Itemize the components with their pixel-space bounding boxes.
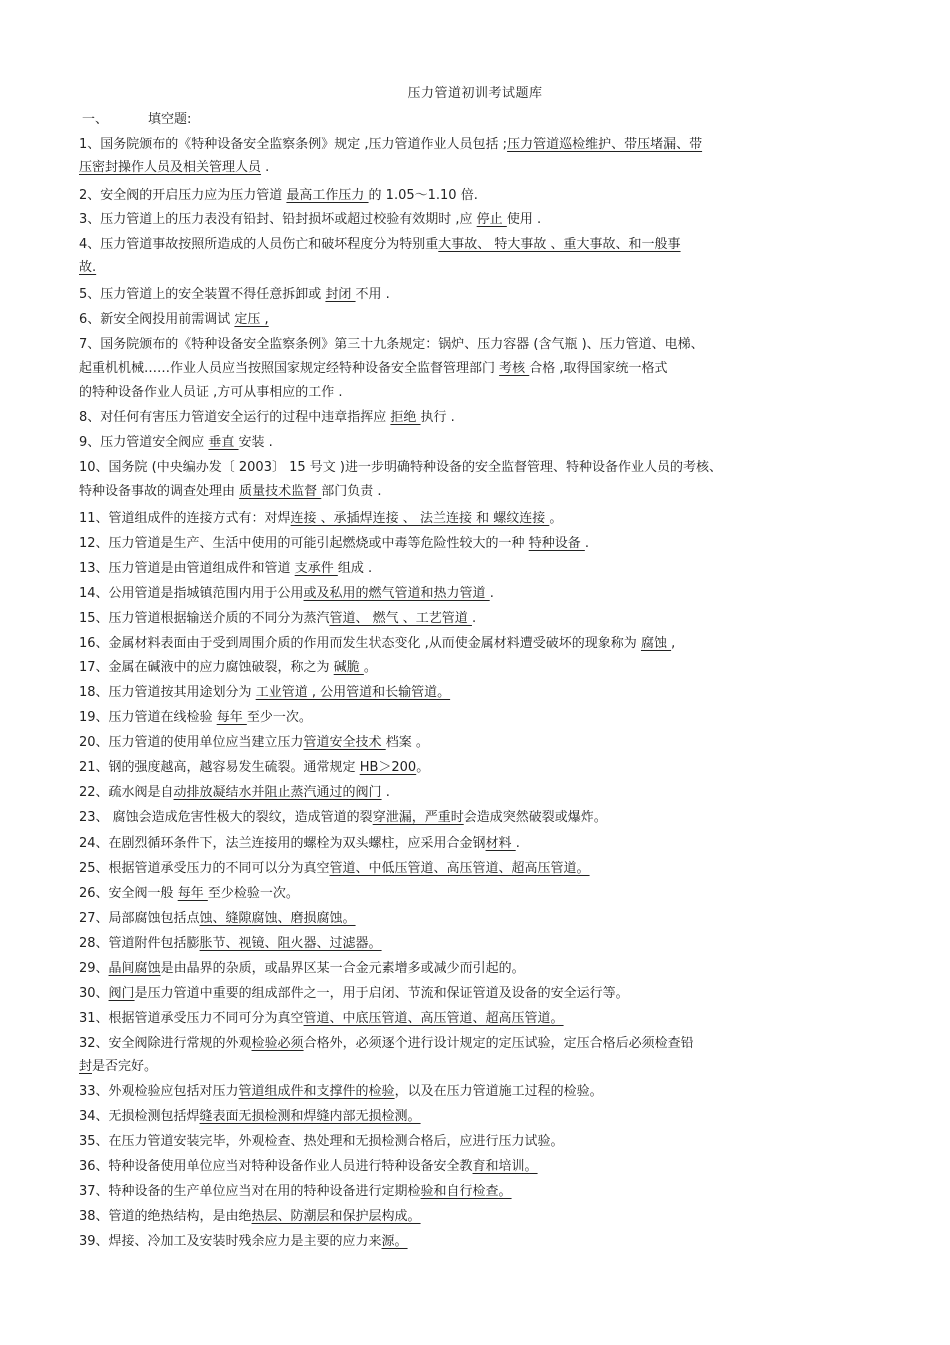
answer-blank: 穿泄漏，严重时 (372, 810, 464, 825)
question-text: 档案 。 (385, 735, 429, 750)
question-text: 1、国务院颁布的《特种设备安全监察条例》规定 ,压力管道作业人员包括 ; (79, 137, 508, 152)
question-text: 18、压力管道按其用途划分为 (79, 685, 256, 700)
question-text: 19、压力管道在线检验 (79, 710, 217, 725)
question-line (79, 381, 874, 404)
question-text: 21、钢的强度越高，越容易发生硫裂。通常规定 (79, 760, 360, 775)
question-line (79, 932, 874, 955)
answer-blank: 定压 , (234, 312, 269, 327)
question-text: 11、管道组成件的连接方式有：对焊 (79, 511, 291, 526)
question-text: 会造成突然破裂或爆炸。 (463, 810, 607, 825)
question-text: 22、疏水阀是自 (79, 785, 174, 800)
question-text: . (515, 836, 520, 851)
question-line (79, 907, 874, 930)
question-text: 组成 . (337, 561, 373, 576)
question-text: 。 (549, 511, 563, 526)
answer-blank: 支承件 (294, 561, 338, 576)
question-text: 的特种设备作业人员证 ,方可从事相应的工作 . (79, 385, 343, 400)
question-text: 2、安全阀的开启压力应为压力管道 (79, 188, 287, 203)
answer-blank: 材料 (485, 836, 516, 851)
question-text: 不用 . (355, 287, 390, 302)
question-text: 12、压力管道是生产、生活中使用的可能引起燃烧或中毒等危险性较大的一种 (79, 536, 529, 551)
question-line (79, 406, 874, 429)
question-text: 是否完好。 (92, 1059, 158, 1074)
question-text: 是压力管道中重要的组成部件之一，用于启闭、节流和保证管道及设备的安全运行等。 (134, 986, 629, 1001)
question-line (79, 957, 874, 980)
question-text: , (671, 636, 676, 651)
question-text: 执行 . (420, 410, 455, 425)
question-text: 32、安全阀除进行常规的外观 (79, 1036, 252, 1051)
answer-blank: 晶间腐蚀 (108, 961, 161, 976)
question-line (79, 456, 874, 479)
question-line (79, 857, 874, 880)
answer-blank: 质量技术监督 (239, 484, 322, 499)
question-text: 5、压力管道上的安全装置不得任意拆卸或 (79, 287, 326, 302)
answer-blank: 热层、防潮层和保护层构成。 (251, 1209, 421, 1224)
question-line (79, 731, 874, 754)
answer-blank: 拒绝 (390, 410, 421, 425)
question-line (79, 1105, 874, 1128)
question-text: . (471, 611, 477, 626)
question-text: 24、在剧烈循环条件下，法兰连接用的螺栓为双头螺柱，应采用合金钢 (79, 836, 486, 851)
question-text: 9、压力管道安全阀应 (79, 435, 209, 450)
section-heading (82, 108, 191, 127)
answer-blank: 蚀、缝隙腐蚀、磨损腐蚀。 (199, 911, 356, 926)
answer-blank: 考核 (499, 361, 530, 376)
question-line (79, 557, 874, 580)
question-text: . (381, 785, 390, 800)
document-title: 压力管道初训考试题库 (407, 86, 543, 101)
question-text: 36、特种设备使用单位应当对特种设备作业人员进行特种设备安全教 (79, 1159, 473, 1174)
question-line (79, 806, 874, 829)
question-text: 29、 (79, 961, 109, 976)
answer-blank: 管道、中低压管道、高压管道、超高压管道。 (329, 861, 590, 876)
answer-blank: 管道、中底压管道、高压管道、超高压管道。 (303, 1011, 564, 1026)
section-label: 填空题: (148, 112, 192, 127)
question-text: 安装 . (238, 435, 273, 450)
answer-blank: 缝表面无损检测和焊缝内部无损检测。 (199, 1109, 421, 1124)
question-text: 4、压力管道事故按照所造成的人员伤亡和破坏程度分为特别重 (79, 237, 439, 252)
question-text: 14、公用管道是指城镇范围内用于公用 (79, 586, 304, 601)
question-text: 37、特种设备的生产单位应当对在用的特种设备进行定期检 (79, 1184, 421, 1199)
question-line (79, 283, 874, 306)
question-line (79, 1205, 874, 1228)
section-number: 一、 (82, 112, 109, 127)
answer-blank: 连接 、承插焊连接 、 法兰连接 和 螺纹连接 (290, 511, 550, 526)
answer-blank: 大事故、 特大事故 、重大事故、和一般事 (438, 237, 681, 252)
answer-blank: 育和培训。 (472, 1159, 538, 1174)
question-text: 3、压力管道上的压力表没有铅封、铅封损坏或超过校验有效期时 ,应 (79, 212, 477, 227)
question-line (79, 308, 874, 331)
question-text: 25、根据管道承受压力的不同可以分为真空 (79, 861, 330, 876)
answer-blank: 最高工作压力 (286, 188, 369, 203)
answer-blank: 每年 (177, 886, 208, 901)
answer-blank: 或及私用的燃气管道和热力管道 (303, 586, 490, 601)
question-text: 部门负责 . (321, 484, 382, 499)
question-line (79, 480, 874, 503)
answer-blank: 故. (79, 260, 97, 275)
question-text: 26、安全阀一般 (79, 886, 178, 901)
question-text: 。 (363, 660, 377, 675)
question-line (79, 1007, 874, 1030)
question-text: 34、无损检测包括焊 (79, 1109, 200, 1124)
question-line (79, 133, 874, 156)
answer-blank: 压密封操作人员及相关管理人员 (79, 160, 262, 175)
question-line (79, 431, 874, 454)
question-text: 28、管道附件包括膨 (79, 936, 200, 951)
question-line (79, 1080, 874, 1103)
question-text: 15、压力管道根据输送介质的不同分为蒸汽 (79, 611, 330, 626)
question-line (79, 632, 874, 655)
question-line (79, 1130, 874, 1153)
question-text: . (584, 536, 589, 551)
question-line (79, 233, 874, 256)
question-text: 。 (416, 760, 430, 775)
question-text: 35、在压力管道安装完毕，外观检查、热处理和无损检测合格后，应进行压力试验。 (79, 1134, 564, 1149)
question-text: ，以及在压力管道施工过程的检验。 (394, 1084, 603, 1099)
question-text: 39、焊接、冷加工及安装时残余应力是主要的应力来 (79, 1234, 382, 1249)
answer-blank: 源。 (381, 1234, 408, 1249)
question-line (79, 1180, 874, 1203)
question-text: 的 1.05～1.10 倍. (368, 188, 478, 203)
question-text: 27、局部腐蚀包括点 (79, 911, 200, 926)
question-line (79, 706, 874, 729)
answer-blank: 碱脆 (333, 660, 364, 675)
question-text: 38、管道的绝热结构，是由绝 (79, 1209, 252, 1224)
question-text: 13、压力管道是由管道组成件和管道 (79, 561, 295, 576)
question-text: 6、新安全阀投用前需调试 (79, 312, 235, 327)
question-line (79, 507, 874, 530)
answer-blank: 管道组成件和支撑件的检验 (238, 1084, 395, 1099)
question-text: 合格 ,取得国家统一格式 (529, 361, 668, 376)
question-text: 31、根据管道承受压力不同可分为真空 (79, 1011, 304, 1026)
question-text: 使用 . (506, 212, 542, 227)
question-text: 是由晶界的杂质，或晶界区某一合金元素增多或减少而引起的。 (160, 961, 525, 976)
question-text: 30、 (79, 986, 109, 1001)
question-line (79, 832, 874, 855)
question-line (79, 1055, 874, 1078)
answer-blank: HB＞200 (359, 760, 417, 775)
answer-blank: 封闭 (325, 287, 356, 302)
answer-blank: 检验必须 (251, 1036, 304, 1051)
question-text: . (489, 586, 494, 601)
question-line (79, 532, 874, 555)
answer-blank: 特种设备 (528, 536, 585, 551)
answer-blank: 动排放凝结水并阻止蒸汽通过的阀门 (173, 785, 382, 800)
question-line (79, 256, 874, 279)
answer-blank: 验和自行检查。 (420, 1184, 512, 1199)
question-text: 33、外观检验应包括对压力 (79, 1084, 239, 1099)
question-line (79, 1230, 874, 1253)
question-line (79, 156, 874, 179)
question-text: 17、金属在碱液中的应力腐蚀破裂，称之为 (79, 660, 334, 675)
question-text: 至少检验一次。 (207, 886, 299, 901)
question-line (79, 882, 874, 905)
answer-blank: 压力管道巡检维护、带压堵漏、带 (507, 137, 703, 152)
question-text: 7、国务院颁布的《特种设备安全监察条例》第三十九条规定：锅炉、压力容器 (含气瓶 )、压力管道、电梯、 (79, 337, 704, 352)
question-text: 8、对任何有害压力管道安全运行的过程中违章指挥应 (79, 410, 391, 425)
question-line (79, 1032, 874, 1055)
answer-blank: 管道、 燃气 、工艺管道 (329, 611, 472, 626)
answer-blank: 工业管道 , 公用管道和长输管道。 (255, 685, 451, 700)
question-line (79, 607, 874, 630)
answer-blank: 垂直 (208, 435, 239, 450)
question-line (79, 357, 874, 380)
answer-blank: 管道安全技术 (303, 735, 386, 750)
question-text: 至少一次。 (246, 710, 312, 725)
question-text: . (261, 160, 270, 175)
question-text: 23、 腐蚀会造成危害性极大的裂纹，造成管道的裂 (79, 810, 373, 825)
question-text: 合格外，必须逐个进行设计规定的定压试验，定压合格后必须检查铅 (303, 1036, 694, 1051)
question-line (79, 208, 874, 231)
question-line (79, 756, 874, 779)
answer-blank: 停止 (476, 212, 507, 227)
question-line (79, 681, 874, 704)
question-line (79, 781, 874, 804)
answer-blank: 阀门 (108, 986, 135, 1001)
question-text: 特种设备事故的调查处理由 (79, 484, 240, 499)
question-line (79, 982, 874, 1005)
question-line (79, 184, 874, 207)
question-text: 10、国务院 (中央编办发〔 2003〕 15 号文 )进一步明确特种设备的安全监督管理、特种设备作业人员的考核、 (79, 460, 722, 475)
answer-blank: 胀节、视镜、阻火器、过滤器。 (199, 936, 382, 951)
question-line (79, 333, 874, 356)
question-text: 16、金属材料表面由于受到周围介质的作用而发生状态变化 ,从而使金属材料遭受破坏的现象称为 (79, 636, 641, 651)
question-text: 20、压力管道的使用单位应当建立压力 (79, 735, 304, 750)
question-line (79, 582, 874, 605)
answer-blank: 每年 (216, 710, 247, 725)
question-line (79, 656, 874, 679)
question-text: 起重机机械……作业人员应当按照国家规定经特种设备安全监督管理部门 (79, 361, 500, 376)
question-line (79, 1155, 874, 1178)
answer-blank: 封 (79, 1059, 93, 1074)
answer-blank: 腐蚀 (640, 636, 672, 651)
